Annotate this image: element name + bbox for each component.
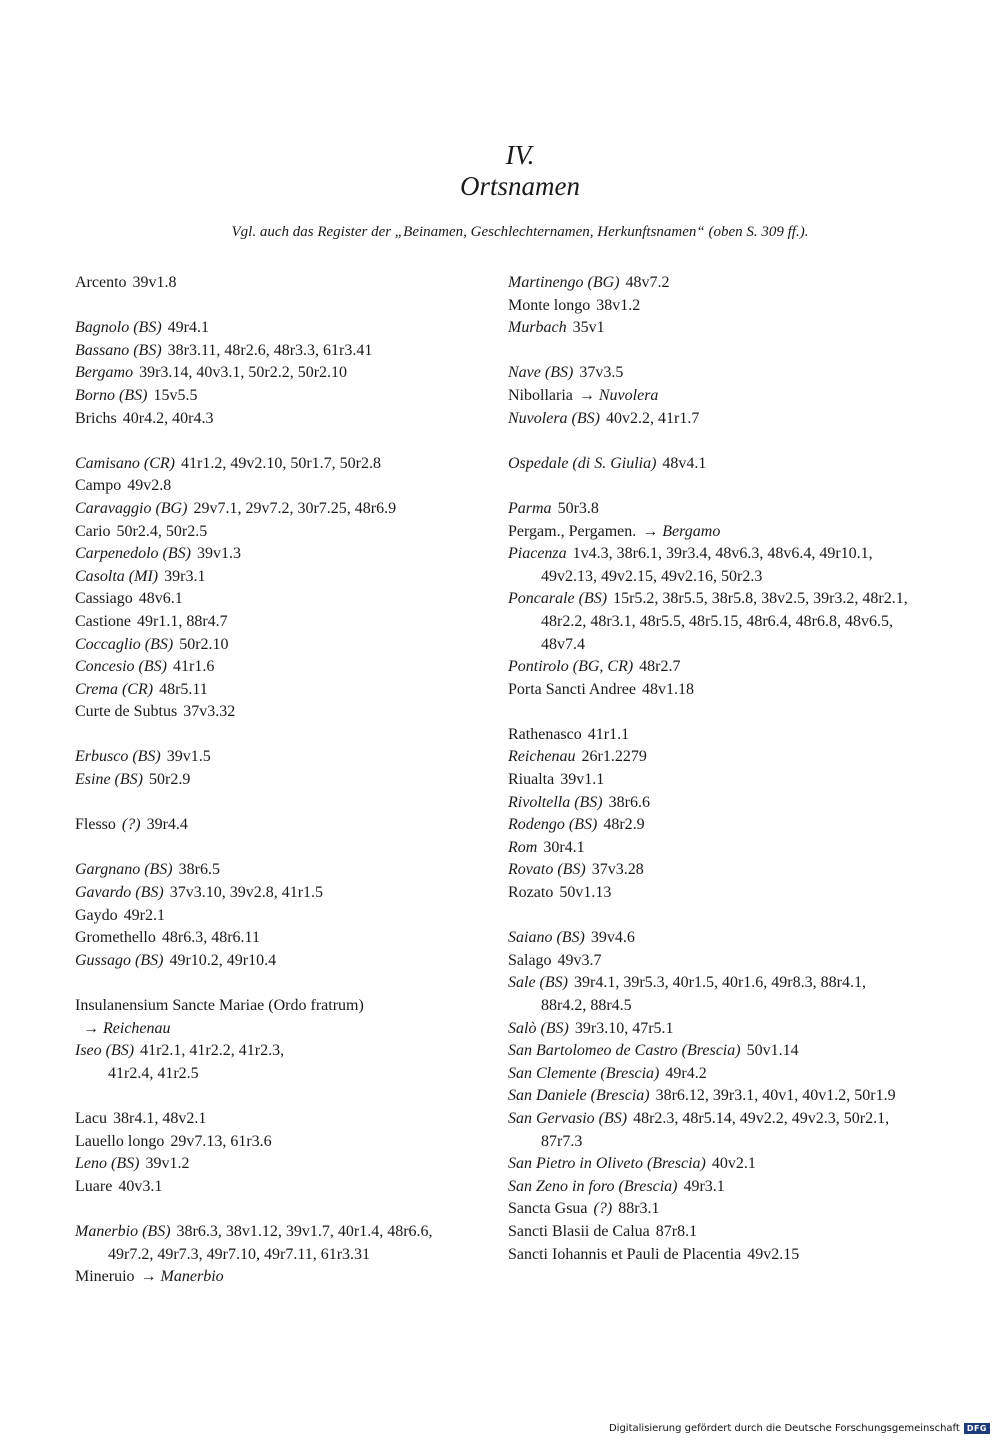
index-entry (75, 1040, 475, 1063)
place-name: San Bartolomeo de Castro (Brescia) (508, 1042, 741, 1060)
folio-references: 50v1.13 (559, 884, 612, 902)
entry-gap (508, 905, 908, 928)
place-name: Erbusco (BS) (75, 748, 161, 766)
index-entry (508, 859, 908, 882)
see-reference: Bergamo (662, 522, 721, 540)
index-entry (75, 543, 475, 566)
see-arrow-icon: → (642, 522, 659, 540)
place-name: Lacu (75, 1109, 107, 1127)
uncertain-mark: (?) (593, 1200, 613, 1218)
folio-references: 49r4.1 (167, 319, 209, 337)
index-entry (508, 1153, 908, 1176)
place-name: Esine (BS) (75, 771, 143, 789)
place-name: Sancti Iohannis et Pauli de Placentia (508, 1245, 742, 1263)
index-entry (75, 1131, 475, 1154)
place-name: Sale (BS) (508, 974, 568, 992)
index-entry (508, 362, 908, 385)
index-entry (508, 927, 908, 950)
folio-references: 26r1.2279 (581, 748, 647, 766)
place-name: Monte longo (508, 296, 591, 314)
see-arrow-icon: → (578, 386, 595, 404)
folio-references: 40r4.2, 40r4.3 (122, 409, 214, 427)
index-entry (508, 837, 908, 860)
place-name: Castione (75, 612, 131, 630)
index-entry (75, 475, 475, 498)
place-name: San Gervasio (BS) (508, 1109, 628, 1127)
folio-references: 39v4.6 (590, 929, 635, 947)
folio-references: 38r3.11, 48r2.6, 48r3.3, 61r3.41 (167, 341, 373, 359)
place-name: Crema (CR) (75, 680, 154, 698)
folio-references: 48r6.3, 48r6.11 (161, 929, 260, 947)
index-entry (75, 1153, 475, 1176)
place-name: Saiano (BS) (508, 929, 585, 947)
folio-references: 15v5.5 (153, 386, 198, 404)
folio-references: 49r3.1 (683, 1177, 725, 1195)
index-entry (508, 792, 908, 815)
place-name: Bergamo (75, 364, 134, 382)
entry-gap (75, 792, 475, 815)
folio-references: 35v1 (572, 319, 605, 337)
place-name: Flesso (75, 816, 116, 834)
place-name: Carpenedolo (BS) (75, 545, 191, 563)
index-entry (508, 1198, 908, 1221)
index-entry (508, 1063, 908, 1086)
folio-references: 48r2.7 (639, 658, 681, 676)
folio-references: 50r2.4, 50r2.5 (116, 522, 208, 540)
place-name: Iseo (BS) (75, 1042, 135, 1060)
place-name: Ospedale (di S. Giulia) (508, 454, 657, 472)
index-entry (508, 385, 908, 408)
see-reference: Reichenau (103, 1019, 171, 1037)
place-name: Casolta (MI) (75, 567, 159, 585)
entry-gap (75, 724, 475, 747)
index-entry (75, 408, 475, 431)
place-name: Salò (BS) (508, 1019, 569, 1037)
folio-references: 29v7.1, 29v7.2, 30r7.25, 48r6.9 (193, 499, 397, 517)
folio-references: 30r4.1 (543, 838, 585, 856)
index-entry (508, 1221, 908, 1244)
place-name: Piacenza (508, 545, 567, 563)
footer-text: Digitalisierung gefördert durch die Deutsche Forschungsgemeinschaft (608, 1423, 960, 1434)
place-name: Leno (BS) (75, 1155, 140, 1173)
folio-references: 48v4.1 (662, 454, 707, 472)
see-reference: Nuvolera (598, 386, 659, 404)
place-name: Bassano (BS) (75, 341, 162, 359)
folio-references: 48v6.1 (138, 590, 183, 608)
folio-references: 38r6.3, 38v1.12, 39v1.7, 40r1.4, 48r6.6, 49r7.2, 49r7.3, 49r7.10, 49r7.11, 61r3.31 (108, 1222, 433, 1263)
index-entry (508, 656, 908, 679)
index-entry (508, 317, 908, 340)
index-entry (75, 859, 475, 882)
place-name: Reichenau (508, 748, 576, 766)
index-entry (75, 317, 475, 340)
index-entry (75, 701, 475, 724)
index-column-right (508, 272, 908, 1266)
place-name: Gromethello (75, 929, 156, 947)
place-name: Camisano (CR) (75, 454, 175, 472)
folio-references: 50r2.9 (148, 771, 191, 789)
folio-references: 39r3.14, 40v3.1, 50r2.2, 50r2.10 (139, 364, 348, 382)
folio-references: 38r6.5 (178, 861, 220, 879)
entry-gap (508, 475, 908, 498)
folio-references: 50v1.14 (746, 1042, 799, 1060)
place-name: San Daniele (Brescia) (508, 1087, 650, 1105)
index-entry (75, 385, 475, 408)
folio-references: 1v4.3, 38r6.1, 39r3.4, 48v6.3, 48v6.4, 49r10.1, 49v2.13, 49v2.15, 49v2.16, 50r2.3 (541, 545, 873, 585)
index-entry (75, 498, 475, 521)
index-entry (75, 362, 475, 385)
place-name: Curte de Subtus (75, 703, 178, 721)
folio-references: 39v1.5 (166, 748, 211, 766)
index-entry (508, 724, 908, 747)
place-name: Luare (75, 1177, 113, 1195)
folio-references: 48r2.9 (603, 816, 645, 834)
chapter-title: Ortsnamen (460, 171, 580, 201)
index-entry (75, 905, 475, 928)
index-entry (75, 746, 475, 769)
folio-references: 87r8.1 (655, 1222, 698, 1240)
index-column-left (75, 272, 475, 1289)
place-name: Lauello longo (75, 1132, 165, 1150)
place-name: Gussago (BS) (75, 951, 164, 969)
folio-references: 49r2.1 (123, 906, 165, 924)
place-name: San Pietro in Oliveto (Brescia) (508, 1155, 706, 1173)
place-name: Cario (75, 522, 111, 540)
uncertain-mark: (?) (121, 816, 141, 834)
folio-references: 38r6.12, 39r3.1, 40v1, 40v1.2, 50r1.9 (655, 1087, 896, 1105)
folio-references: 29v7.13, 61r3.6 (170, 1132, 272, 1150)
index-entry (75, 1018, 475, 1041)
index-entry (508, 1040, 908, 1063)
index-entry (75, 1108, 475, 1131)
folio-references: 49r10.2, 49r10.4 (169, 951, 277, 969)
index-entry (75, 1176, 475, 1199)
footer-credit (609, 1423, 990, 1434)
place-name: Bagnolo (BS) (75, 319, 162, 337)
index-entry (75, 566, 475, 589)
folio-references: 39v1.1 (560, 771, 605, 789)
folio-references: 41r2.4, 41r2.5 (108, 1064, 199, 1082)
folio-references: 88r3.1 (618, 1200, 660, 1218)
index-entry (508, 295, 908, 318)
place-name: Sancti Blasii de Calua (508, 1222, 650, 1240)
place-name: San Zeno in foro (Brescia) (508, 1177, 678, 1195)
see-arrow-icon: → (83, 1019, 99, 1037)
index-entry (508, 679, 908, 702)
place-name: Sancta Gsua (508, 1200, 588, 1218)
chapter-heading (0, 140, 1000, 202)
folio-references: 40v2.2, 41r1.7 (605, 409, 700, 427)
index-entry (75, 769, 475, 792)
chapter-numeral: IV. (505, 140, 535, 170)
place-name: Concesio (BS) (75, 658, 167, 676)
place-name: Cassiago (75, 590, 133, 608)
place-name: Rivoltella (BS) (508, 793, 603, 811)
place-name: Rathenasco (508, 725, 582, 743)
folio-references: 38r4.1, 48v2.1 (112, 1109, 207, 1127)
folio-references: 49v3.7 (557, 951, 602, 969)
place-name: San Clemente (Brescia) (508, 1064, 660, 1082)
index-entry (75, 611, 475, 634)
folio-references: 38v1.2 (596, 296, 641, 314)
place-name: Gaydo (75, 906, 118, 924)
place-name: Porta Sancti Andree (508, 680, 636, 698)
place-name: Insulanensium Sancte Mariae (Ordo fratrum) (75, 997, 364, 1014)
folio-references: 37v3.10, 39v2.8, 41r1.5 (169, 884, 324, 902)
folio-references: 39v1.8 (132, 274, 177, 291)
index-entry (508, 498, 908, 521)
entry-gap (508, 701, 908, 724)
folio-references: 37v3.28 (591, 861, 644, 879)
index-entry (75, 995, 475, 1018)
folio-references: 38r6.6 (608, 793, 650, 811)
place-name: Gavardo (BS) (75, 884, 164, 902)
index-entry (75, 814, 475, 837)
index-entry (508, 950, 908, 973)
folio-references: 48r5.11 (159, 680, 208, 698)
chapter-subtitle: Vgl. auch das Register der „Beinamen, Geschlechternamen, Herkunftsnamen“ (oben S. 309 ff.). (231, 224, 809, 240)
place-name: Campo (75, 477, 122, 495)
place-name: Nuvolera (BS) (508, 409, 600, 427)
index-entry (75, 1266, 475, 1289)
folio-references: 49v2.15 (747, 1245, 800, 1263)
place-name: Rovato (BS) (508, 861, 586, 879)
index-entry (508, 408, 908, 431)
index-entry (508, 588, 908, 656)
index-entry (75, 656, 475, 679)
place-name: Poncarale (BS) (508, 590, 608, 608)
index-entry (75, 927, 475, 950)
see-reference: Manerbio (160, 1268, 224, 1286)
folio-references: 48v7.2 (625, 274, 670, 291)
place-name: Arcento (75, 274, 127, 291)
folio-references: 50r2.10 (179, 635, 229, 653)
place-name: Riualta (508, 771, 555, 789)
entry-gap (75, 295, 475, 318)
folio-references: 49r1.1, 88r4.7 (137, 612, 228, 630)
place-name: Caravaggio (BG) (75, 499, 188, 517)
entry-gap (75, 1198, 475, 1221)
entry-gap (75, 837, 475, 860)
entry-gap (508, 340, 908, 363)
folio-references: 37v3.32 (183, 703, 236, 721)
folio-references: 39r4.1, 39r5.3, 40r1.5, 40r1.6, 49r8.3, 88r4.1, 88r4.2, 88r4.5 (541, 974, 866, 1014)
place-name: Parma (508, 499, 552, 517)
index-entry (75, 588, 475, 611)
folio-references: 37v3.5 (579, 364, 624, 382)
index-entry (75, 634, 475, 657)
place-name: Nave (BS) (508, 364, 574, 382)
folio-references: 49r4.2 (665, 1064, 707, 1082)
folio-references: 49v2.8 (127, 477, 172, 495)
folio-references: 40v2.1 (711, 1155, 756, 1173)
place-name: Rozato (508, 884, 554, 902)
index-entry (75, 882, 475, 905)
place-name: Martinengo (BG) (508, 274, 620, 291)
index-entry (75, 340, 475, 363)
index-entry (508, 746, 908, 769)
place-name: Nibollaria (508, 386, 573, 404)
folio-references: 40v3.1 (118, 1177, 163, 1195)
place-name: Salago (508, 951, 552, 969)
entry-gap (508, 430, 908, 453)
place-name: Murbach (508, 319, 567, 337)
index-entry (508, 769, 908, 792)
place-name: Mineruio (75, 1268, 135, 1286)
folio-references: 39r3.1 (164, 567, 206, 585)
folio-references: 39v1.2 (145, 1155, 190, 1173)
index-entry (508, 521, 908, 544)
place-name: Manerbio (BS) (75, 1222, 171, 1240)
place-name: Borno (BS) (75, 386, 148, 404)
index-entry (75, 679, 475, 702)
place-name: Pontirolo (BG, CR) (508, 658, 634, 676)
folio-references: 41r1.6 (172, 658, 215, 676)
place-name: Rodengo (BS) (508, 816, 598, 834)
entry-gap (75, 972, 475, 995)
dfg-logo: DFG (964, 1423, 990, 1434)
place-name: Rom (508, 838, 538, 856)
index-entry (75, 1063, 475, 1086)
place-name: Coccaglio (BS) (75, 635, 174, 653)
folio-references: 15r5.2, 38r5.5, 38r5.8, 38v2.5, 39r3.2, 48r2.1, 48r2.2, 48r3.1, 48r5.5, 48r5.15, 48r6.4, 48r6.8, 48v6.5, 48v7.4 (541, 590, 908, 653)
index-entry (508, 543, 908, 588)
index-entry (508, 272, 908, 295)
index-entry (75, 521, 475, 544)
folio-references: 39v1.3 (196, 545, 241, 563)
index-entry (75, 1221, 475, 1266)
place-name: Gargnano (BS) (75, 861, 173, 879)
index-entry (75, 453, 475, 476)
folio-references: 39r4.4 (146, 816, 188, 834)
index-entry (508, 453, 908, 476)
index-entry (508, 1244, 908, 1267)
folio-references: 41r2.1, 41r2.2, 41r2.3, (140, 1042, 285, 1060)
place-name: Brichs (75, 409, 117, 427)
folio-references: 50r3.8 (557, 499, 599, 517)
folio-references: 48v1.18 (641, 680, 694, 698)
entry-gap (75, 430, 475, 453)
index-entry (508, 882, 908, 905)
index-entry (508, 1176, 908, 1199)
folio-references: 39r3.10, 47r5.1 (574, 1019, 674, 1037)
index-entry (75, 272, 475, 295)
entry-gap (75, 1085, 475, 1108)
index-entry (508, 1085, 908, 1108)
index-entry (75, 950, 475, 973)
folio-references: 48r2.3, 48r5.14, 49v2.2, 49v2.3, 50r2.1, 87r7.3 (541, 1109, 890, 1150)
index-entry (508, 972, 908, 1017)
folio-references: 41r1.1 (587, 725, 630, 743)
index-entry (508, 1108, 908, 1153)
place-name: Pergam., Pergamen. (508, 522, 637, 540)
index-entry (508, 814, 908, 837)
index-entry (508, 1018, 908, 1041)
folio-references: 41r1.2, 49v2.10, 50r1.7, 50r2.8 (181, 454, 381, 472)
see-arrow-icon: → (140, 1268, 157, 1286)
